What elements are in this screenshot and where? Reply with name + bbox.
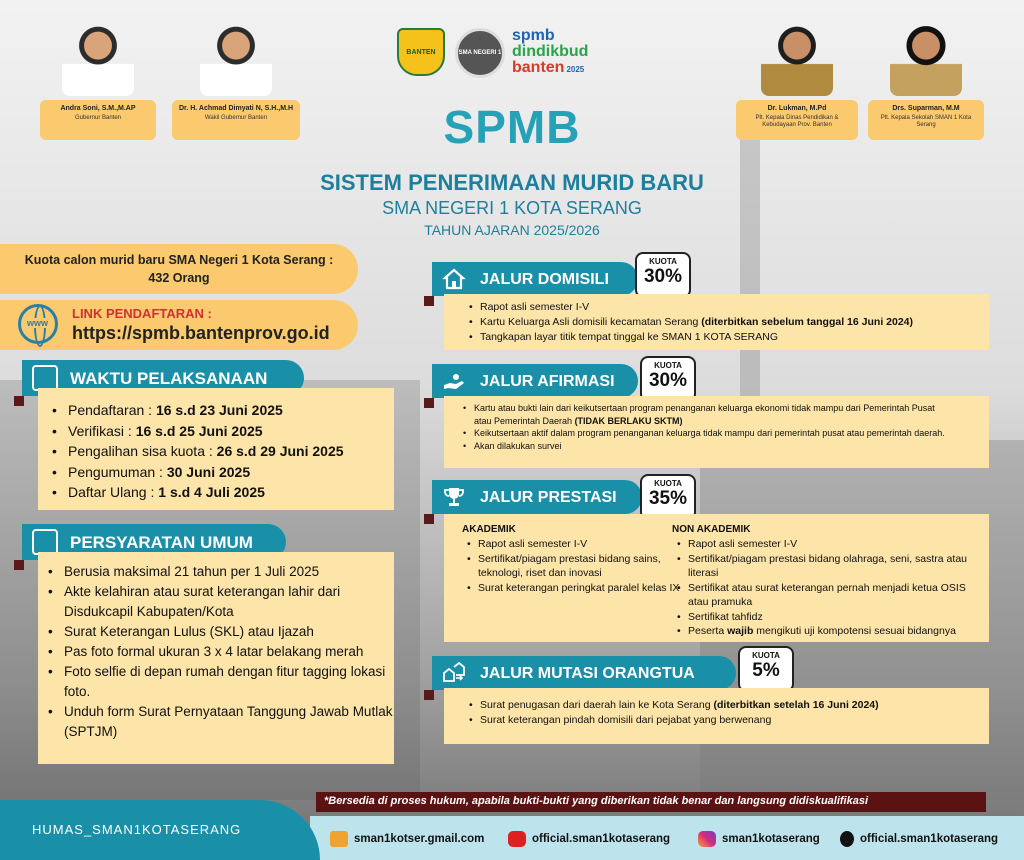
registration-link-label: LINK PENDAFTARAN : xyxy=(72,306,212,321)
requirement-item: • Pas foto formal ukuran 3 x 4 latar belakang merah xyxy=(64,642,394,662)
quota-banner xyxy=(0,244,358,294)
spmb-logo-year: 2025 xyxy=(566,65,585,74)
mutasi-box xyxy=(444,688,989,744)
principal-photo xyxy=(890,24,962,96)
vice-governor-photo xyxy=(200,24,272,96)
requirement-item: • Unduh form Surat Pernyataan Tanggung Jawab Mutlak (SPTJM) xyxy=(64,702,394,742)
spmb-logo-line2: dindikbud xyxy=(512,43,589,60)
mutasi-title: JALUR MUTASI ORANGTUA xyxy=(480,665,695,682)
quota-badge-percent: 30% xyxy=(648,370,688,391)
official-role: Plt. Kepala Sekolah SMAN 1 Kota Serang xyxy=(880,115,972,129)
mutasi-quota-badge xyxy=(738,646,794,692)
school-name: SMA NEGERI 1 KOTA SERANG xyxy=(382,198,642,218)
non-akademik-item: • Sertifikat atau surat keterangan pernah menjadi ketua OSIS atau pramuka xyxy=(688,581,987,610)
schedule-item: • Pendaftaran : 16 s.d 23 Juni 2025 xyxy=(68,400,394,421)
mutasi-item: • Surat penugasan dari daerah lain ke Kota Serang (diterbitkan setelah 16 Juni 2024) xyxy=(480,698,989,713)
domisili-box xyxy=(444,294,989,350)
official-role: Gubernur Banten xyxy=(74,115,122,121)
akademik-item: • Sertifikat/piagam prestasi bidang sains, teknologi, riset dan inovasi xyxy=(478,552,682,581)
spmb-logo-line3: banten xyxy=(512,59,565,76)
domisili-item: • Tangkapan layar titik tempat tinggal ke SMAN 1 KOTA SERANG xyxy=(480,330,989,345)
spmb-dindikbud-logo xyxy=(512,28,620,80)
prestasi-title: JALUR PRESTASI xyxy=(480,489,617,506)
non-akademik-title: NON AKADEMIK xyxy=(672,524,751,535)
akademik-title: AKADEMIK xyxy=(462,524,516,535)
domisili-item: • Kartu Keluarga Asli domisili kecamatan Serang (diterbitkan sebelum tanggal 16 Juni 2024) xyxy=(480,315,989,330)
prestasi-header xyxy=(432,480,642,514)
quota-badge-label: KUOTA xyxy=(752,651,780,660)
quota-badge-label: KUOTA xyxy=(654,479,682,488)
requirement-item: • Berusia maksimal 21 tahun per 1 Juli 2025 xyxy=(64,562,394,582)
afirmasi-title: JALUR AFIRMASI xyxy=(480,373,615,390)
page-subtitle: SISTEM PENERIMAAN MURID BARU xyxy=(320,170,704,195)
governor-photo xyxy=(62,24,134,96)
instagram-text: sman1kotaserang xyxy=(722,833,820,846)
schedule-title: WAKTU PELAKSANAAN xyxy=(70,369,268,388)
tiktok-text: official.sman1kotaserang xyxy=(860,833,999,846)
registration-link-banner xyxy=(0,300,358,350)
requirements-box xyxy=(38,552,394,764)
official-name: Dr. Lukman, M.Pd xyxy=(767,105,827,112)
schedule-item: • Pengalihan sisa kuota : 26 s.d 29 Juni 2025 xyxy=(68,441,394,462)
akademik-item: • Rapot asli semester I-V xyxy=(478,537,682,552)
domisili-header xyxy=(432,262,638,296)
quota-badge-percent: 30% xyxy=(643,266,683,287)
relocate-houses-icon xyxy=(442,661,466,685)
quota-label: Kuota calon murid baru SMA Negeri 1 Kota Serang : xyxy=(24,253,334,267)
youtube-text: official.sman1kotaserang xyxy=(532,833,671,846)
official-name: Andra Soni, S.M.,M.AP xyxy=(60,105,136,112)
afirmasi-item: • Keikutsertaan aktif dalam program penanganan keluarga tidak mampu dari pemerintah pusat atau pemerintah daerah. xyxy=(474,427,989,440)
sma-logo-text: SMA NEGERI 1 xyxy=(458,50,502,56)
non-akademik-column xyxy=(672,524,987,639)
email-contact[interactable] xyxy=(330,831,484,847)
domisili-item: • Rapot asli semester I-V xyxy=(480,300,989,315)
registration-link-url[interactable]: https://spmb.bantenprov.go.id xyxy=(72,323,330,343)
email-icon xyxy=(330,831,348,847)
schedule-item: • Pengumuman : 30 Juni 2025 xyxy=(68,462,394,483)
prestasi-box xyxy=(444,514,989,642)
official-role: Plt. Kepala Dinas Pendidikan & Kebudayaan Prov. Banten xyxy=(755,115,839,129)
quota-value: 432 Orang xyxy=(148,270,210,285)
requirement-item: • Akte kelahiran atau surat keterangan lahir dari Disdukcapil Kabupaten/Kota xyxy=(64,582,394,622)
helping-hand-icon xyxy=(442,369,466,393)
instagram-icon xyxy=(698,831,716,847)
youtube-icon xyxy=(508,831,526,847)
trophy-icon xyxy=(442,485,466,509)
requirement-item: • Foto selfie di depan rumah dengan fitur tagging lokasi foto. xyxy=(64,662,394,702)
non-akademik-item: • Peserta wajib mengikuti uji kompotensi sesuai bidangnya xyxy=(688,624,987,639)
afirmasi-header xyxy=(432,364,638,398)
afirmasi-item: • Akan dilakukan survei xyxy=(474,440,989,453)
tiktok-contact[interactable] xyxy=(840,831,998,847)
quota-badge-percent: 5% xyxy=(752,660,780,681)
page-title: SPMB xyxy=(443,101,581,153)
non-akademik-item: • Sertifikat/piagam prestasi bidang olahraga, seni, sastra atau literasi xyxy=(688,552,987,581)
quota-badge-percent: 35% xyxy=(648,488,688,509)
non-akademik-item: • Sertifikat tahfidz xyxy=(688,610,987,625)
schedule-item: • Verifikasi : 16 s.d 25 Juni 2025 xyxy=(68,421,394,442)
spmb-logo-line1: spmb xyxy=(512,27,555,44)
instagram-contact[interactable] xyxy=(698,831,820,847)
humas-footer xyxy=(0,800,320,860)
quota-badge-label: KUOTA xyxy=(654,361,682,370)
afirmasi-item: • Kartu atau bukti lain dari keikutsertaan program penanganan keluarga ekonomi tidak mampu dari Pemerintah Pusat atau Pemerintah Daerah (TIDAK BERLAKU SKTM) xyxy=(474,402,989,427)
sma-logo xyxy=(455,28,505,78)
banten-logo-text: BANTEN xyxy=(406,48,436,56)
legal-disclaimer: *Bersedia di proses hukum, apabila bukti-bukti yang diberikan tidak benar dan langsung didiskualifikasi xyxy=(316,792,986,812)
akademik-item: • Surat keterangan peringkat paralel kelas IX xyxy=(478,581,682,596)
mutasi-item: • Surat keterangan pindah domisili dari pejabat yang berwenang xyxy=(480,713,989,728)
head-of-education-photo xyxy=(761,24,833,96)
academic-year: TAHUN AJARAN 2025/2026 xyxy=(424,222,600,238)
banten-logo xyxy=(397,28,445,76)
official-name: Drs. Suparman, M.M xyxy=(892,105,960,112)
official-name: Dr. H. Achmad Dimyati N, S.H.,M.H xyxy=(178,105,294,112)
schedule-box xyxy=(38,388,394,510)
requirements-title: PERSYARATAN UMUM xyxy=(70,533,253,552)
domisili-quota-badge xyxy=(635,252,691,298)
globe-icon xyxy=(18,304,58,344)
youtube-contact[interactable] xyxy=(508,831,670,847)
non-akademik-item: • Rapot asli semester I-V xyxy=(688,537,987,552)
official-role: Wakil Gubernur Banten xyxy=(204,115,268,121)
schedule-item: • Daftar Ulang : 1 s.d 4 Juli 2025 xyxy=(68,482,394,503)
quota-badge-label: KUOTA xyxy=(649,257,677,266)
domisili-title: JALUR DOMISILI xyxy=(480,271,609,288)
humas-handle: HUMAS_SMAN1KOTASERANG xyxy=(32,822,242,837)
requirement-item: • Surat Keterangan Lulus (SKL) atau Ijazah xyxy=(64,622,394,642)
akademik-column xyxy=(462,524,682,595)
afirmasi-box xyxy=(444,396,989,468)
tiktok-icon xyxy=(840,831,854,847)
email-text: sman1kotser.gmail.com xyxy=(354,833,485,846)
mutasi-header xyxy=(432,656,736,690)
home-icon xyxy=(442,267,466,291)
